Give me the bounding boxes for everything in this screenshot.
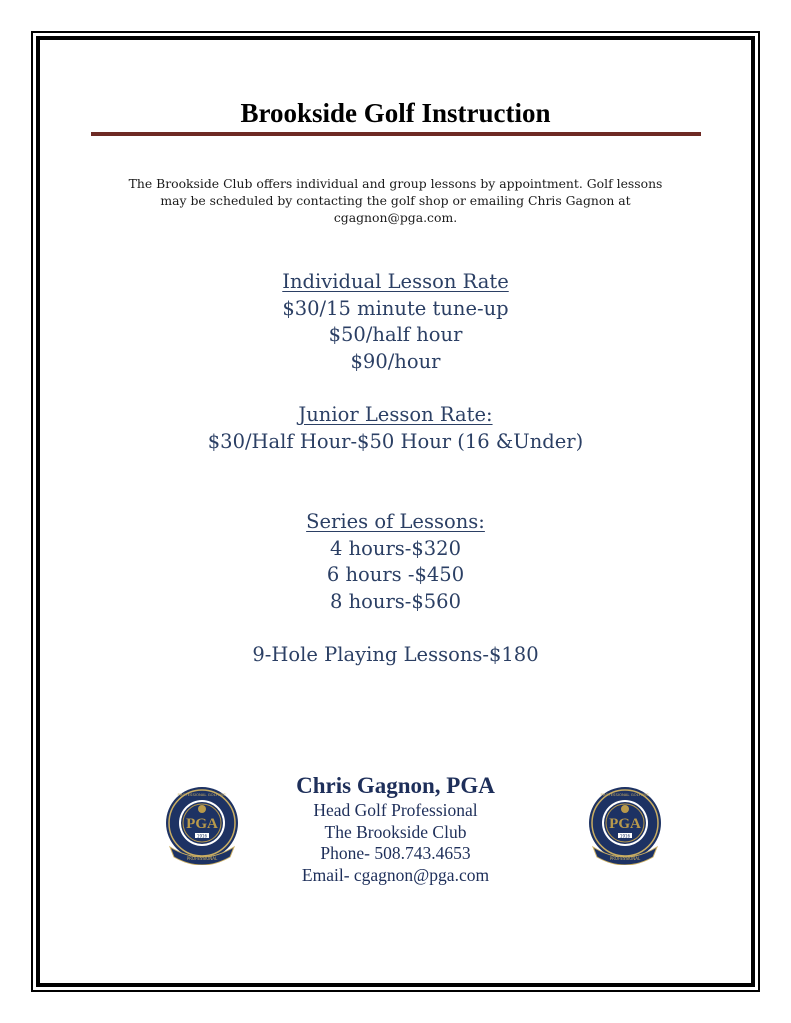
svg-text:PROFESSIONAL: PROFESSIONAL (186, 856, 218, 861)
svg-text:PROFESSIONAL GOLFERS': PROFESSIONAL GOLFERS' (177, 792, 227, 797)
contact-phone: Phone- 508.743.4653 (320, 843, 471, 863)
rate-item: $30/Half Hour-$50 Hour (16 &Under) (207, 429, 584, 453)
intro-line: The Brookside Club offers individual and group lessons by appointment. Golf lessons (128, 176, 663, 191)
svg-text:1916: 1916 (196, 833, 208, 839)
svg-text:PGA: PGA (186, 816, 218, 832)
intro-paragraph (100, 175, 691, 226)
rate-item: 6 hours -$450 (326, 563, 465, 586)
svg-text:PROFESSIONAL GOLFERS': PROFESSIONAL GOLFERS' (600, 792, 650, 797)
junior-rates-heading: Junior Lesson Rate: (298, 403, 493, 426)
individual-rates-heading: Individual Lesson Rate (282, 270, 509, 293)
rate-item: 8 hours-$560 (329, 589, 461, 613)
svg-text:1916: 1916 (619, 833, 631, 839)
intro-line: cgagnon@pga.com. (333, 210, 458, 225)
rate-item: 4 hours-$320 (329, 536, 461, 560)
intro-line: may be scheduled by contacting the golf shop or emailing Chris Gagnon at (160, 193, 631, 208)
svg-text:PGA: PGA (609, 816, 641, 832)
series-section (0, 509, 791, 615)
series-heading: Series of Lessons: (306, 510, 485, 533)
contact-name: Chris Gagnon, PGA (296, 773, 495, 798)
playing-lessons-rate: 9-Hole Playing Lessons-$180 (252, 643, 539, 666)
page-title: Brookside Golf Instruction (240, 98, 551, 128)
individual-rates-section (0, 269, 791, 375)
pga-seal-icon (585, 785, 665, 865)
svg-text:PROFESSIONAL: PROFESSIONAL (609, 856, 641, 861)
rate-item: $50/half hour (328, 323, 463, 346)
contact-block (0, 772, 791, 886)
rate-item: $30/15 minute tune-up (282, 296, 509, 320)
rate-item: $90/hour (350, 349, 441, 373)
contact-club: The Brookside Club (324, 821, 467, 842)
junior-rates-section (0, 402, 791, 455)
contact-role: Head Golf Professional (313, 800, 478, 820)
contact-email: Email- cgagnon@pga.com (301, 864, 490, 885)
title-divider (91, 132, 701, 136)
pga-seal-icon (162, 785, 242, 865)
playing-lessons-section (0, 642, 791, 669)
